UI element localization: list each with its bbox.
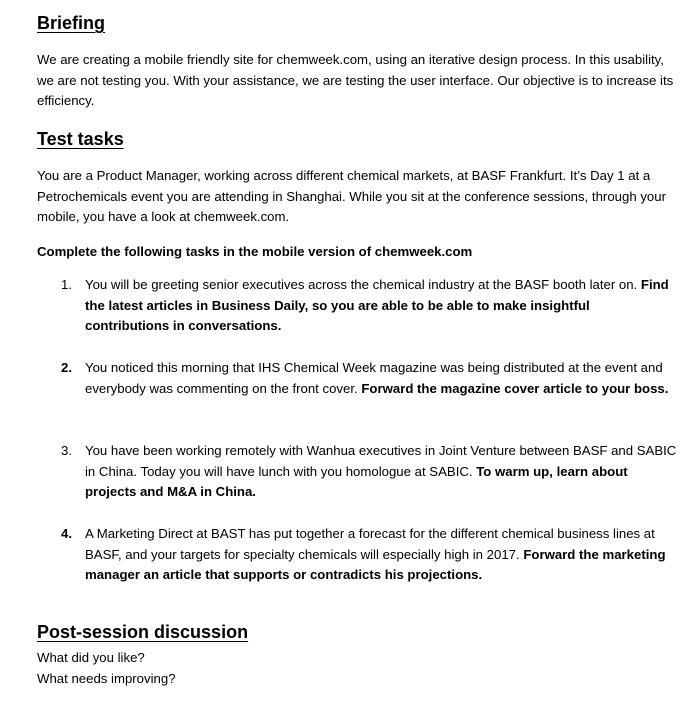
- task-text: You have been working remotely with Wanhua executives in Joint Venture between BASF and SABIC in China. Today you will have lunch with you homologue at SABIC. To warm up, learn about projects and M&A in China.: [85, 443, 677, 500]
- post-session-question-1: What did you like?: [37, 650, 145, 665]
- task-number: 2.: [61, 360, 72, 375]
- task-text: You noticed this morning that IHS Chemical Week magazine was being distributed at the event and everybody was commenting on the front cover. Forward the magazine cover article to your boss.: [85, 360, 669, 396]
- task-number: 4.: [61, 526, 72, 541]
- test-tasks-heading: Test tasks: [37, 129, 124, 149]
- post-session-question-2: What needs improving?: [37, 671, 176, 686]
- task-number: 1.: [61, 277, 72, 292]
- post-session-heading: Post-session discussion: [37, 622, 249, 642]
- task-text: You will be greeting senior executives across the chemical industry at the BASF booth later on. Find the latest articles in Business Daily, so you are able to be able to make insightful contributions in conversations.: [85, 277, 669, 334]
- task-number: 3.: [61, 443, 72, 458]
- briefing-text: We are creating a mobile friendly site for chemweek.com, using an iterative design process. In this usability, we are not testing you. With your assistance, we are testing the user interface. Our objective is to increase its efficiency.: [37, 52, 674, 109]
- test-tasks-instruction: Complete the following tasks in the mobile version of chemweek.com: [37, 244, 473, 259]
- briefing-heading: Briefing: [37, 13, 106, 33]
- test-tasks-intro: You are a Product Manager, working across different chemical markets, at BASF Frankfurt. It’s Day 1 at a Petrochemicals event you are attending in Shanghai. While you sit at the conference sessions, through your mobile, you have a look at chemweek.com.: [37, 168, 666, 225]
- task-text: A Marketing Direct at BAST has put together a forecast for the different chemical business lines at BASF, and your targets for specialty chemicals will especially high in 2017. Forward the marketing manager an article that supports or contradicts his projections.: [85, 526, 666, 583]
